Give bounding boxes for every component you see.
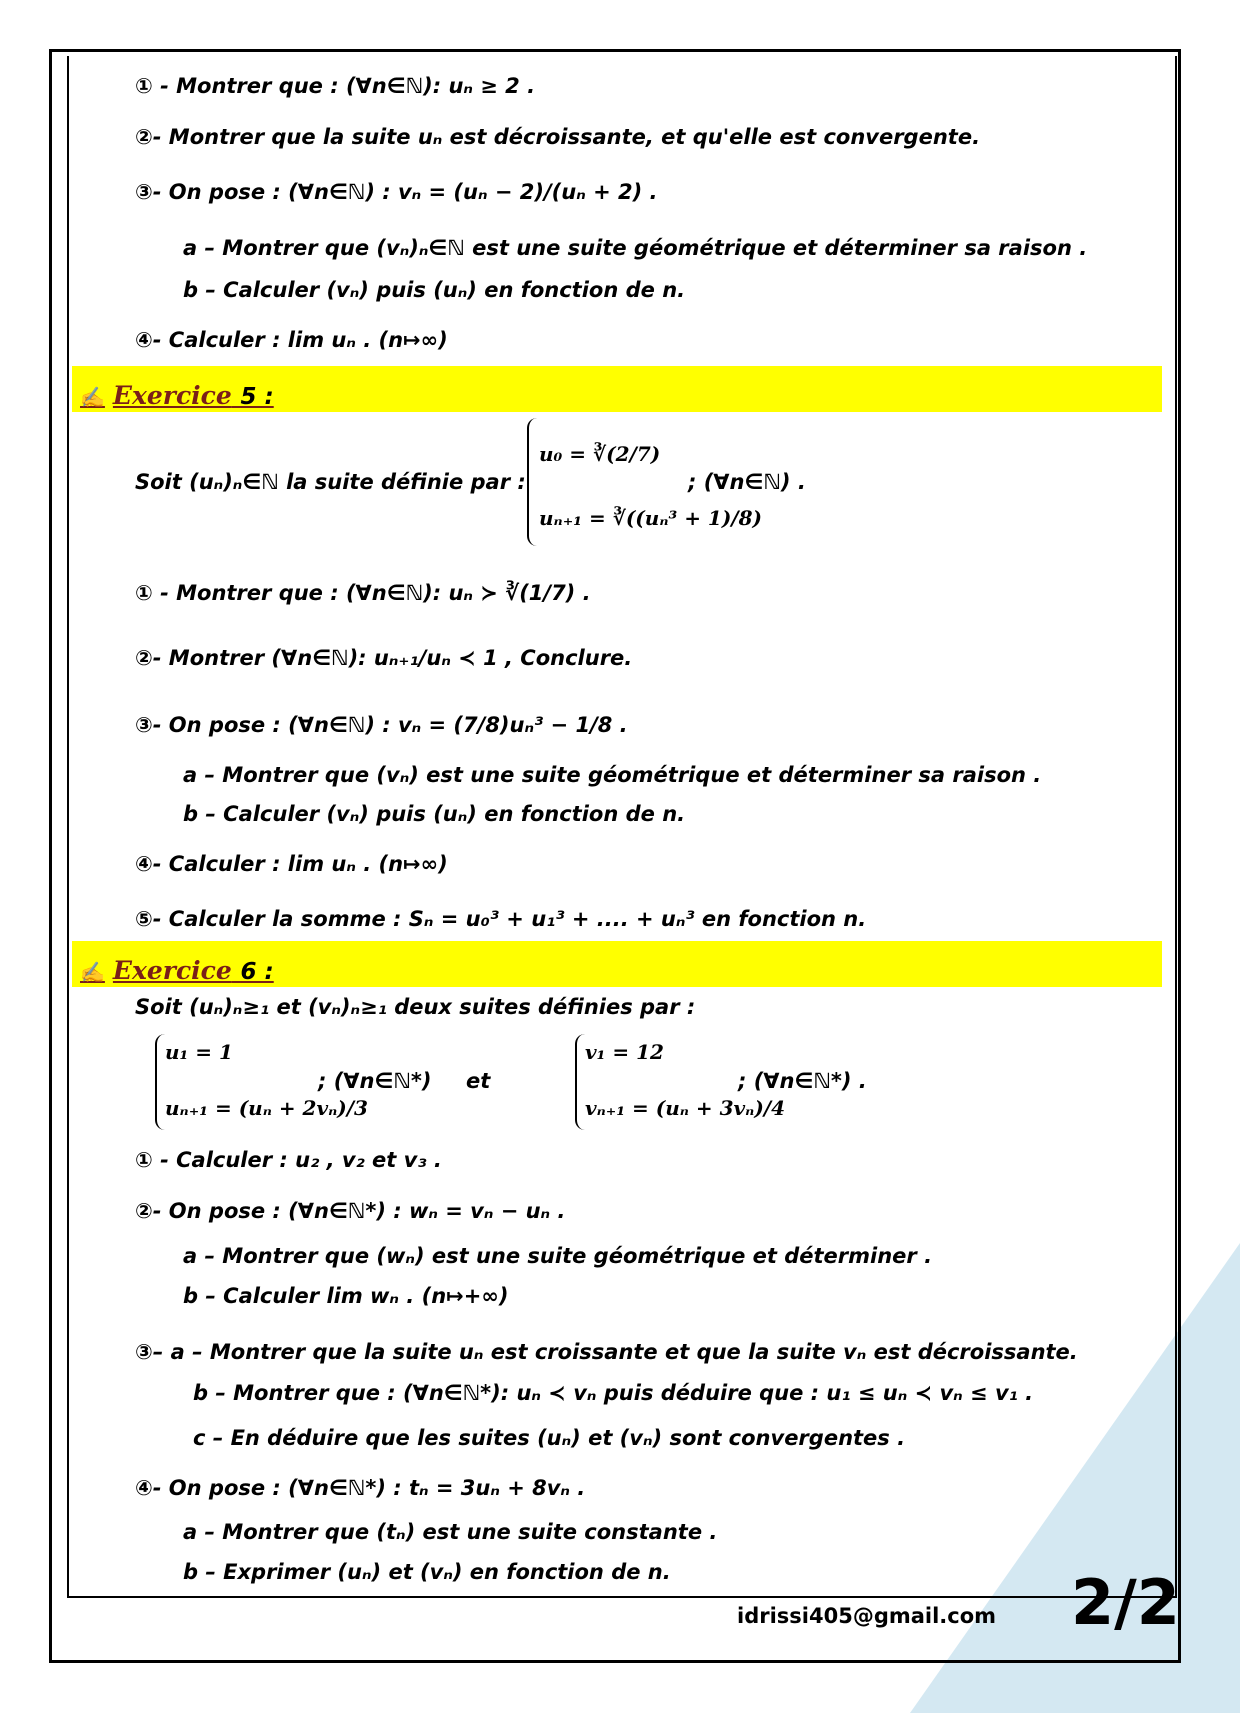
ex6-u-system [155, 1034, 368, 1130]
ex5-intro: Soit (uₙ)ₙ∈ℕ la suite définie par : [135, 470, 526, 494]
ex6-v-line-2: vₙ₊₁ = (uₙ + 3vₙ)/4 [585, 1096, 786, 1120]
ex6-v-line-1: v₁ = 12 [585, 1040, 664, 1064]
ex6-v-system [575, 1034, 786, 1130]
ex6-u-tail: ; (∀n∈ℕ*) [318, 1069, 432, 1093]
ex6-question-4b: b – Exprimer (uₙ) et (vₙ) en fonction de n. [183, 1560, 671, 1584]
ex6-u-line-1: u₁ = 1 [165, 1040, 233, 1064]
ex6-question-4a: a – Montrer que (tₙ) est une suite constante . [183, 1520, 718, 1544]
ex4-question-3a: a – Montrer que (vₙ)ₙ∈ℕ est une suite géométrique et déterminer sa raison . [183, 236, 1088, 260]
ex6-v-tail: ; (∀n∈ℕ*) . [738, 1069, 867, 1093]
ex6-intro: Soit (uₙ)ₙ≥₁ et (vₙ)ₙ≥₁ deux suites définies par : [135, 995, 696, 1019]
exercise-6-number: 6 : [240, 959, 274, 985]
ex6-question-4: ④- On pose : (∀n∈ℕ*) : tₙ = 3uₙ + 8vₙ . [135, 1476, 586, 1500]
exercise-5-title [80, 381, 274, 410]
exercise-6-word: Exercice [112, 956, 232, 985]
ex4-question-3b: b – Calculer (vₙ) puis (uₙ) en fonction de n. [183, 278, 686, 302]
ex4-question-4: ④- Calculer : lim uₙ . (n↦∞) [135, 328, 448, 352]
ex5-system-line-1: u₀ = ∛(2/7) [539, 442, 661, 466]
ex6-question-3a: ③– a – Montrer que la suite uₙ est croissante et que la suite vₙ est décroissante. [135, 1340, 1078, 1364]
exercise-5-number: 5 : [240, 384, 274, 410]
ex5-question-1: ① - Montrer que : (∀n∈ℕ): uₙ ≻ ∛(1/7) . [135, 581, 591, 605]
ex5-question-4: ④- Calculer : lim uₙ . (n↦∞) [135, 852, 448, 876]
ex4-question-2: ②- Montrer que la suite uₙ est décroissante, et qu'elle est convergente. [135, 125, 981, 149]
ex6-u-line-2: uₙ₊₁ = (uₙ + 2vₙ)/3 [165, 1096, 368, 1120]
ex5-question-5: ⑤- Calculer la somme : Sₙ = u₀³ + u₁³ + .... + uₙ³ en fonction n. [135, 907, 867, 931]
ex5-question-3b: b – Calculer (vₙ) puis (uₙ) en fonction de n. [183, 802, 686, 826]
ex6-question-2a: a – Montrer que (wₙ) est une suite géométrique et déterminer . [183, 1244, 933, 1268]
ex4-question-1: ① - Montrer que : (∀n∈ℕ): uₙ ≥ 2 . [135, 74, 536, 98]
ex5-system-tail: ; (∀n∈ℕ) . [688, 470, 806, 494]
ex6-question-3b: b – Montrer que : (∀n∈ℕ*): uₙ ≺ vₙ puis déduire que : u₁ ≤ uₙ ≺ vₙ ≤ v₁ . [193, 1381, 1034, 1405]
ex6-et: et [466, 1069, 491, 1093]
exercise-5-word: Exercice [112, 381, 232, 410]
ex6-question-1: ① - Calculer : u₂ , v₂ et v₃ . [135, 1148, 442, 1172]
ex5-system-line-2: uₙ₊₁ = ∛((uₙ³ + 1)/8) [539, 506, 762, 530]
page-number: 2/2 [1071, 1566, 1180, 1639]
footer-email: idrissi405@gmail.com [737, 1604, 997, 1628]
ex6-question-2: ②- On pose : (∀n∈ℕ*) : wₙ = vₙ − uₙ . [135, 1199, 566, 1223]
pencil-icon: ✍ [80, 385, 105, 409]
pencil-icon: ✍ [80, 960, 105, 984]
ex5-question-2: ②- Montrer (∀n∈ℕ): uₙ₊₁/uₙ ≺ 1 , Conclure. [135, 646, 633, 670]
ex5-question-3: ③- On pose : (∀n∈ℕ) : vₙ = (7/8)uₙ³ − 1/8 . [135, 713, 628, 737]
ex5-question-3a: a – Montrer que (vₙ) est une suite géométrique et déterminer sa raison . [183, 763, 1042, 787]
ex6-question-3c: c – En déduire que les suites (uₙ) et (vₙ) sont convergentes . [193, 1426, 906, 1450]
ex6-question-2b: b – Calculer lim wₙ . (n↦+∞) [183, 1284, 509, 1308]
ex4-question-3: ③- On pose : (∀n∈ℕ) : vₙ = (uₙ − 2)/(uₙ + 2) . [135, 180, 658, 204]
exercise-6-title [80, 956, 274, 985]
